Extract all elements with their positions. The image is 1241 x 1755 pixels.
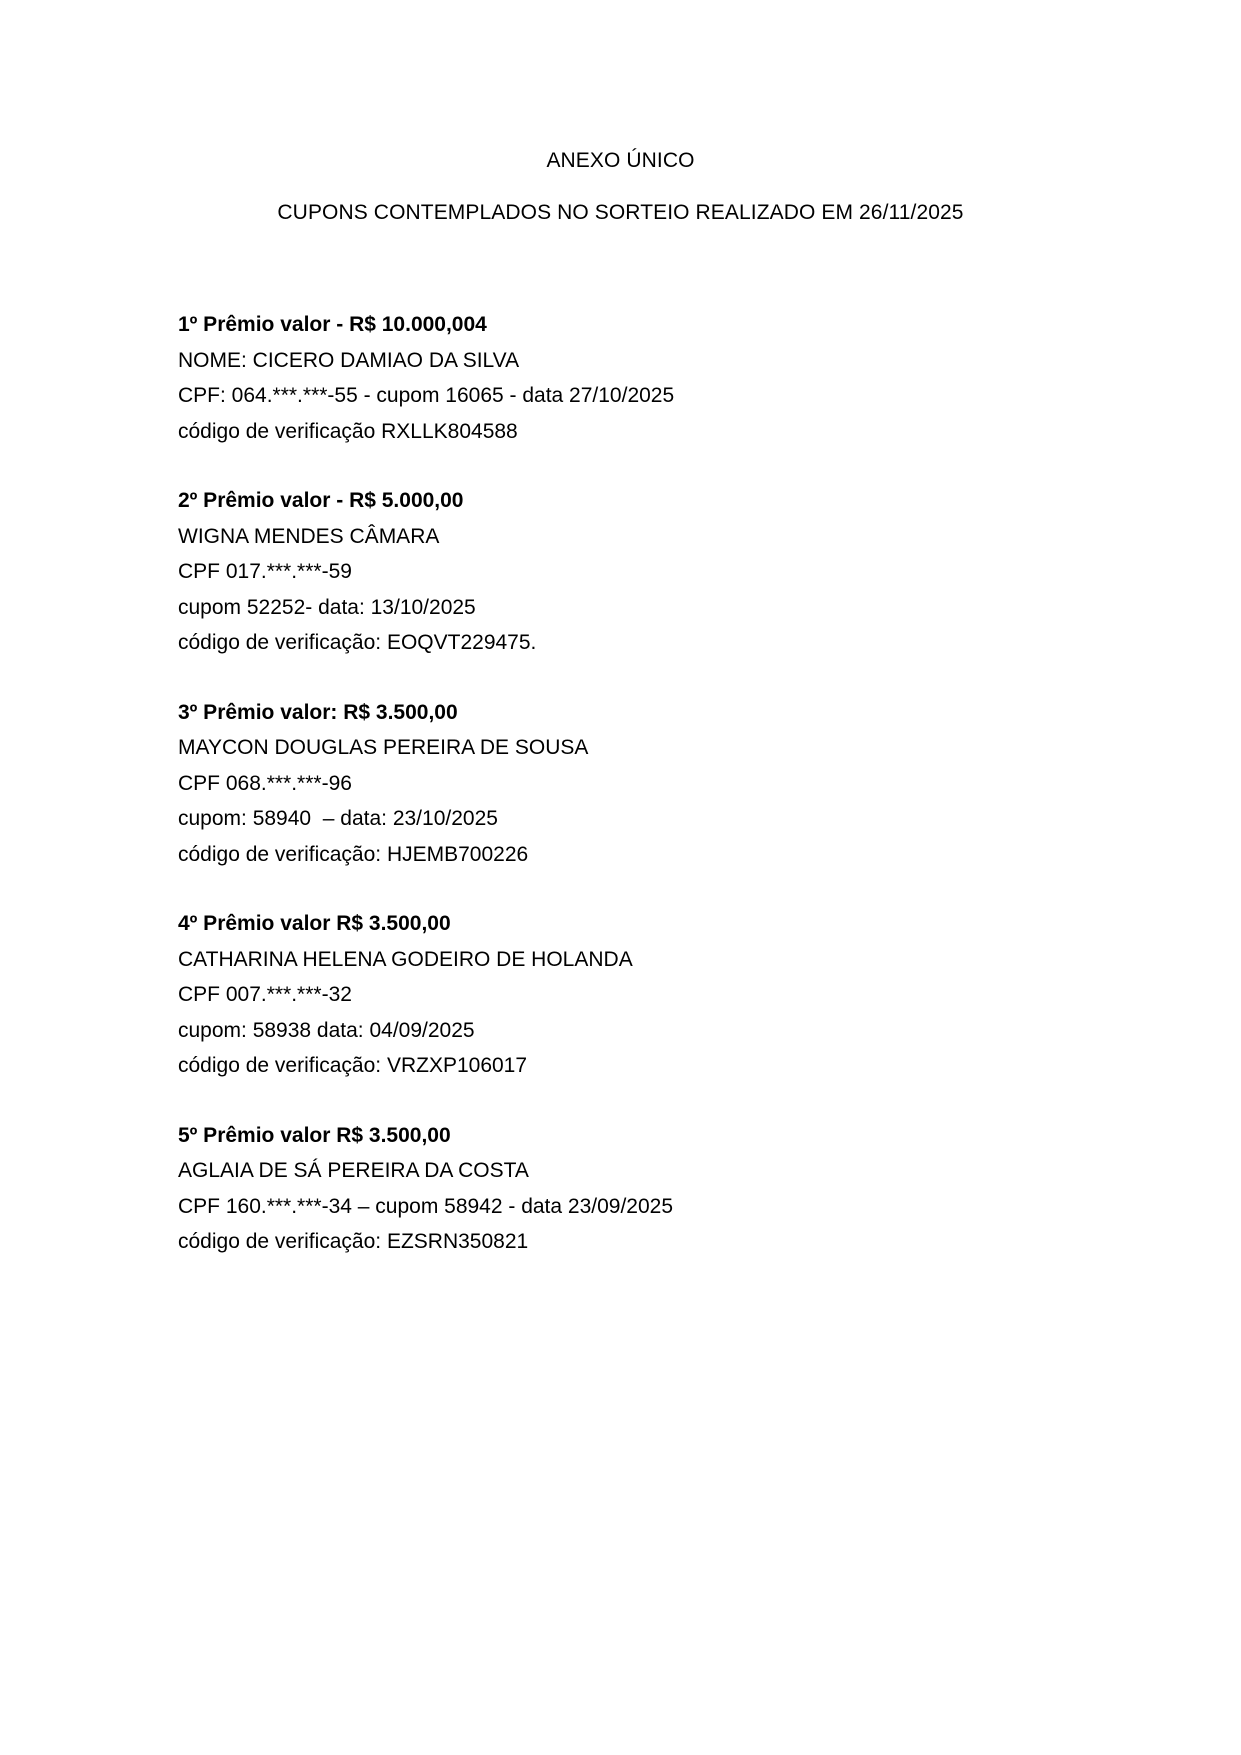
prize-heading: 1º Prêmio valor - R$ 10.000,004 (178, 313, 487, 336)
winner-name: AGLAIA DE SÁ PEREIRA DA COSTA (178, 1159, 529, 1182)
winner-name: NOME: CICERO DAMIAO DA SILVA (178, 348, 520, 372)
prize-heading: 4º Prêmio valor R$ 3.500,00 (178, 912, 451, 935)
winner-cpf: CPF 017.***.***-59 (178, 560, 352, 583)
verification-code: código de verificação: HJEMB700226 (178, 842, 529, 866)
coupon-details: cupom: 58940 – data: 23/10/2025 (178, 807, 498, 830)
winner-cpf: CPF 068.***.***-96 (178, 771, 352, 795)
winner-details: CPF 160.***.***-34 – cupom 58942 - data 23/09/2025 (178, 1194, 674, 1218)
prize-entry-3 (178, 695, 1158, 873)
winner-details: CPF: 064.***.***-55 - cupom 16065 - data 27/10/2025 (178, 384, 675, 407)
prize-heading: 5º Prêmio valor R$ 3.500,00 (178, 1123, 451, 1147)
verification-code: código de verificação: EZSRN350821 (178, 1230, 529, 1253)
winner-name: MAYCON DOUGLAS PEREIRA DE SOUSA (178, 736, 589, 759)
prize-heading: 2º Prêmio valor - R$ 5.000,00 (178, 489, 464, 512)
prize-entry-2 (178, 483, 1158, 661)
verification-code: código de verificação: VRZXP106017 (178, 1054, 528, 1077)
prize-entry-1 (178, 307, 1158, 449)
winner-name: CATHARINA HELENA GODEIRO DE HOLANDA (178, 947, 633, 971)
prize-list (178, 307, 1158, 1294)
document-subtitle: CUPONS CONTEMPLADOS NO SORTEIO REALIZADO EM 26/11/2025 (277, 201, 964, 224)
coupon-details: cupom 52252- data: 13/10/2025 (178, 595, 476, 619)
winner-name: WIGNA MENDES CÂMARA (178, 524, 440, 548)
coupon-details: cupom: 58938 data: 04/09/2025 (178, 1018, 475, 1042)
winner-cpf: CPF 007.***.***-32 (178, 983, 352, 1006)
verification-code: código de verificação RXLLK804588 (178, 419, 518, 443)
prize-entry-4 (178, 906, 1158, 1084)
document-title: ANEXO ÚNICO (546, 149, 695, 172)
verification-code: código de verificação: EOQVT229475. (178, 631, 537, 654)
prize-heading: 3º Prêmio valor: R$ 3.500,00 (178, 700, 458, 724)
prize-entry-5 (178, 1118, 1158, 1260)
